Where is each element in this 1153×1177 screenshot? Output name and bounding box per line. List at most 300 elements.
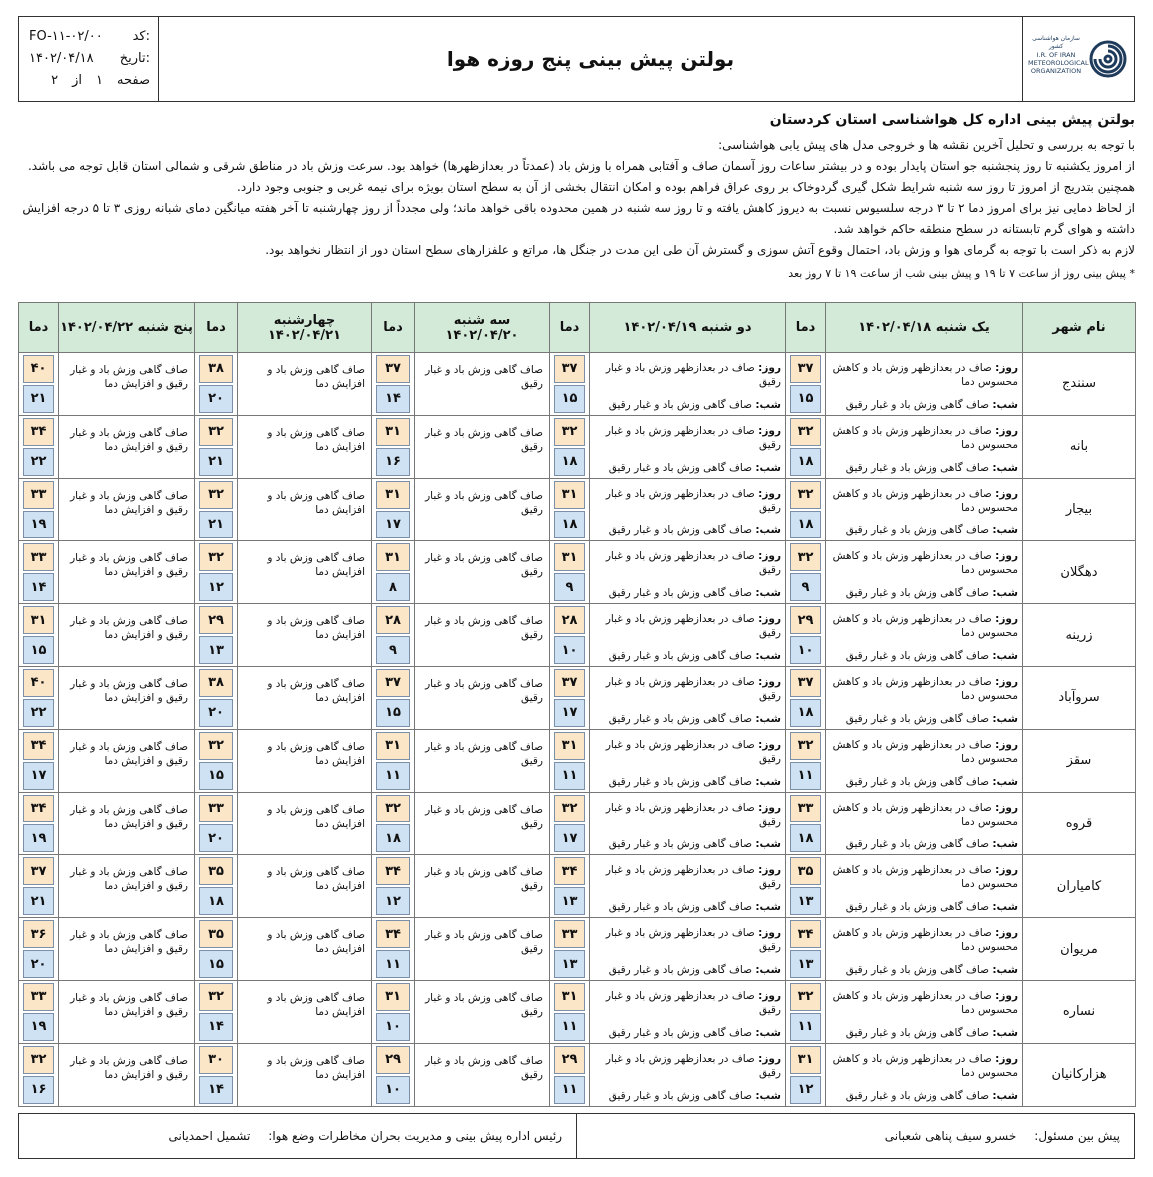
night-forecast [609,524,781,536]
min-temp: ۱۲ [199,573,233,601]
night-forecast [609,964,781,976]
night-text: صاف گاهی وزش باد و غبار رقیق [845,838,990,851]
night-label: شب: [992,1089,1018,1102]
temperature-cell [195,1043,238,1106]
day-night-forecast [826,918,1023,981]
temperature-box [786,479,825,541]
max-temp: ۳۴ [554,857,585,885]
max-temp: ۳۲ [199,418,233,446]
max-temp: ۳۲ [23,1046,54,1074]
forecast-text: صاف گاهی وزش باد و افزایش دما [238,729,372,792]
min-temp: ۱۱ [554,1076,585,1104]
forecast-text: صاف گاهی وزش باد و افزایش دما [238,666,372,729]
min-temp: ۲۰ [199,385,233,413]
night-label: شب: [992,963,1018,976]
day-label: روز: [995,864,1018,877]
min-temp: ۱۵ [199,762,233,790]
temperature-box [19,793,58,855]
max-temp: ۳۴ [790,920,821,948]
min-temp: ۱۸ [199,887,233,915]
temperature-box [550,981,589,1043]
night-label: شب: [755,901,781,914]
night-label: شب: [992,461,1018,474]
night-label: شب: [755,524,781,537]
min-temp: ۱۰ [790,636,821,664]
day-label: روز: [758,927,781,940]
night-label: شب: [755,1089,781,1102]
day-night-forecast [590,353,786,416]
temperature-cell [372,918,415,981]
min-temp: ۱۸ [790,824,821,852]
page-number: صفحه ۱ از ۲ [51,72,150,88]
temperature-cell [372,855,415,918]
temperature-cell [372,666,415,729]
night-forecast [846,964,1018,976]
max-temp: ۳۵ [199,857,233,885]
temperature-box [19,541,58,603]
max-temp: ۳۳ [790,795,821,823]
temperature-box [786,1044,825,1106]
max-temp: ۳۲ [199,983,233,1011]
night-text: صاف گاهی وزش باد و غبار رقیق [608,1026,753,1039]
max-temp: ۳۱ [554,481,585,509]
forecast-text: صاف گاهی وزش باد و افزایش دما [238,980,372,1043]
min-temp: ۱۰ [376,1013,410,1041]
max-temp: ۳۷ [554,669,585,697]
temperature-cell [19,604,59,667]
min-temp: ۱۰ [554,636,585,664]
night-text: صاف گاهی وزش باد و غبار رقیق [608,398,753,411]
day-label: روز: [758,864,781,877]
day-forecast [830,549,1018,577]
night-text: صاف گاهی وزش باد و غبار رقیق [845,524,990,537]
temperature-cell [786,604,826,667]
forecast-table-body [19,353,1136,1107]
day-label: روز: [758,801,781,814]
day-label: روز: [995,613,1018,626]
temperature-cell [19,980,59,1043]
day-label: روز: [995,738,1018,751]
day-text: صاف در بعدازظهر وزش باد و غبار رقیق [605,362,781,388]
forecast-text: صاف گاهی وزش باد و غبار رقیق و افزایش دما [59,541,195,604]
day-forecast [594,675,781,703]
max-temp: ۳۲ [376,795,410,823]
max-temp: ۳۱ [376,543,410,571]
forecast-text: صاف گاهی وزش باد و افزایش دما [238,855,372,918]
max-temp: ۳۱ [554,983,585,1011]
temperature-box [372,918,414,980]
night-label: شب: [992,775,1018,788]
night-label: شب: [992,587,1018,600]
night-text: صاف گاهی وزش باد و غبار رقیق [608,649,753,662]
forecaster-name: خسرو سیف پناهی شعبانی [884,1129,1017,1143]
day-forecast [830,675,1018,703]
day-forecast [594,487,781,515]
min-temp: ۱۸ [790,699,821,727]
temperature-box [195,416,237,478]
forecast-text: صاف گاهی وزش باد و افزایش دما [238,353,372,416]
max-temp: ۳۲ [790,732,821,760]
temperature-cell [372,353,415,416]
night-text: صاف گاهی وزش باد و غبار رقیق [608,775,753,788]
day-night-forecast [826,855,1023,918]
temperature-cell [372,1043,415,1106]
city-name: مریوان [1023,918,1136,981]
temperature-box [550,1044,589,1106]
max-temp: ۳۱ [554,732,585,760]
temperature-cell [550,604,590,667]
day-forecast [594,1052,781,1080]
forecast-text: صاف گاهی وزش باد و غبار رقیق و افزایش دما [59,604,195,667]
header-temp: دما [195,303,238,353]
night-text: صاف گاهی وزش باد و غبار رقیق [845,775,990,788]
min-temp: ۲۲ [23,699,54,727]
temperature-cell [786,1043,826,1106]
min-temp: ۱۱ [554,1013,585,1041]
temperature-cell [550,980,590,1043]
day-forecast [830,424,1018,452]
temperature-box [550,730,589,792]
temperature-box [550,353,589,415]
min-temp: ۱۸ [554,511,585,539]
min-temp: ۱۶ [23,1076,54,1104]
min-temp: ۱۶ [376,448,410,476]
header-temp: دما [372,303,415,353]
max-temp: ۳۴ [23,732,54,760]
min-temp: ۱۷ [554,824,585,852]
day-text: صاف در بعدازظهر وزش باد و کاهش محسوس دما [832,927,1018,954]
night-forecast [846,587,1018,599]
night-text: صاف گاهی وزش باد و غبار رقیق [608,901,753,914]
city-name: سروآباد [1023,666,1136,729]
temperature-cell [195,541,238,604]
city-name: دهگلان [1023,541,1136,604]
max-temp: ۳۷ [376,355,410,383]
day-forecast [594,549,781,577]
max-temp: ۲۸ [554,606,585,634]
temperature-box [550,416,589,478]
max-temp: ۳۸ [199,355,233,383]
forecast-text: صاف گاهی وزش باد و غبار رقیق [415,666,550,729]
day-label: روز: [995,927,1018,940]
forecast-text: صاف گاهی وزش باد و افزایش دما [238,541,372,604]
night-forecast [609,838,781,850]
temperature-cell [550,415,590,478]
day-forecast [830,1052,1018,1080]
min-temp: ۲۰ [199,699,233,727]
forecast-text: صاف گاهی وزش باد و غبار رقیق و افزایش دما [59,918,195,981]
min-temp: ۲۱ [23,887,54,915]
temperature-cell [372,541,415,604]
night-text: صاف گاهی وزش باد و غبار رقیق [845,649,990,662]
max-temp: ۴۰ [23,669,54,697]
night-text: صاف گاهی وزش باد و غبار رقیق [608,524,753,537]
temperature-box [19,667,58,729]
night-label: شب: [755,775,781,788]
temperature-cell [786,353,826,416]
temperature-box [19,730,58,792]
temperature-box [195,855,237,917]
temperature-cell [372,729,415,792]
night-label: شب: [755,1026,781,1039]
min-temp: ۱۵ [23,636,54,664]
max-temp: ۳۱ [376,983,410,1011]
max-temp: ۳۲ [554,418,585,446]
max-temp: ۳۳ [199,795,233,823]
temperature-box [372,604,414,666]
temperature-box [195,541,237,603]
temperature-box [195,918,237,980]
day-forecast [830,361,1018,389]
day-night-forecast [590,478,786,541]
max-temp: ۳۲ [790,983,821,1011]
night-label: شب: [755,461,781,474]
min-temp: ۱۳ [790,950,821,978]
city-name: سنندج [1023,353,1136,416]
temperature-box [372,541,414,603]
min-temp: ۲۲ [23,448,54,476]
day-text: صاف در بعدازظهر وزش باد و کاهش محسوس دما [832,801,1018,828]
day-forecast [830,738,1018,766]
min-temp: ۱۴ [199,1076,233,1104]
day-night-forecast [826,353,1023,416]
max-temp: ۳۴ [23,418,54,446]
night-text: صاف گاهی وزش باد و غبار رقیق [608,587,753,600]
temperature-box [195,353,237,415]
day-night-forecast [826,729,1023,792]
min-temp: ۱۸ [376,824,410,852]
temperature-cell [195,666,238,729]
night-forecast [846,1090,1018,1102]
day-night-forecast [826,415,1023,478]
day-forecast [594,926,781,954]
max-temp: ۳۴ [376,857,410,885]
forecast-text: صاف گاهی وزش باد و غبار رقیق و افزایش دما [59,855,195,918]
day-label: روز: [995,550,1018,563]
city-name: نساره [1023,980,1136,1043]
min-temp: ۲۱ [199,448,233,476]
day-night-forecast [590,729,786,792]
night-forecast [609,1027,781,1039]
min-temp: ۱۱ [790,1013,821,1041]
day-night-forecast [590,792,786,855]
forecast-text: صاف گاهی وزش باد و غبار رقیق و افزایش دما [59,666,195,729]
temperature-cell [195,415,238,478]
forecast-text: صاف گاهی وزش باد و غبار رقیق [415,415,550,478]
day-night-forecast [590,918,786,981]
day-forecast [830,989,1018,1017]
header-day-2: دو شنبه ۱۴۰۲/۰۴/۱۹ [590,303,786,353]
forecast-text: صاف گاهی وزش باد و غبار رقیق و افزایش دما [59,792,195,855]
summary-paragraph: از لحاظ دمایی نیز برای امروز دما ۲ تا ۳ درجه سلسیوس نسبت به دیروز کاهش یافته و تا روز سه شنبه در همین محدوده باقی خواهد ماند؛ ولی مجدداً از روز چهارشنبه تا آخر هفته میانگین دمای شبانه روزی ۳ تا ۵ درجه افزایش داشته و هوای گرم تابستانه در سطح منطقه حاکم خواهد شد. [22,201,1135,236]
min-temp: ۱۳ [554,887,585,915]
day-night-forecast [826,478,1023,541]
min-temp: ۱۲ [790,1076,821,1104]
table-row [19,666,1136,729]
temperature-box [786,541,825,603]
night-text: صاف گاهی وزش باد و غبار رقیق [608,838,753,851]
day-label: روز: [995,424,1018,437]
day-label: روز: [995,362,1018,374]
temperature-cell [550,729,590,792]
night-text: صاف گاهی وزش باد و غبار رقیق [845,1089,990,1102]
min-temp: ۱۴ [199,1013,233,1041]
summary-paragraph: لازم به ذکر است با توجه به گرمای هوا و وزش باد، احتمال وقوع آتش سوزی و گسترش آن طی این مدت در جنگل ها، مراتع و علفزارهای سطح استان دور از انتظار نخواهد بود. [265,243,1135,257]
table-row [19,729,1136,792]
header-temp: دما [550,303,590,353]
min-temp: ۱۰ [376,1076,410,1104]
temperature-box [195,479,237,541]
temperature-box [372,855,414,917]
temperature-box [550,667,589,729]
min-temp: ۱۴ [23,573,54,601]
max-temp: ۲۸ [376,606,410,634]
temperature-box [372,416,414,478]
max-temp: ۳۲ [199,481,233,509]
min-temp: ۱۱ [790,762,821,790]
forecast-text: صاف گاهی وزش باد و غبار رقیق و افزایش دما [59,980,195,1043]
city-name: قروه [1023,792,1136,855]
day-forecast [830,612,1018,640]
day-night-forecast [590,980,786,1043]
temperature-box [372,353,414,415]
temperature-box [372,793,414,855]
forecast-text: صاف گاهی وزش باد و غبار رقیق و افزایش دما [59,1043,195,1106]
max-temp: ۴۰ [23,355,54,383]
forecast-text: صاف گاهی وزش باد و افزایش دما [238,1043,372,1106]
min-temp: ۱۴ [376,385,410,413]
day-forecast [830,801,1018,829]
night-label: شب: [992,901,1018,914]
day-forecast [830,487,1018,515]
temperature-cell [19,792,59,855]
chief-name: تشمیل احمدیانی [168,1129,251,1143]
day-text: صاف در بعدازظهر وزش باد و غبار رقیق [605,864,781,891]
forecast-text: صاف گاهی وزش باد و غبار رقیق و افزایش دما [59,478,195,541]
max-temp: ۲۹ [554,1046,585,1074]
forecast-text: صاف گاهی وزش باد و افزایش دما [238,604,372,667]
table-row [19,1043,1136,1106]
temperature-box [786,353,825,415]
min-temp: ۱۷ [376,511,410,539]
min-temp: ۲۰ [23,950,54,978]
night-label: شب: [992,649,1018,662]
table-row [19,792,1136,855]
forecast-time-note: * پیش بینی روز از ساعت ۷ تا ۱۹ و پیش بینی شب از ساعت ۱۹ تا ۷ روز بعد [788,267,1135,280]
night-forecast [846,901,1018,913]
max-temp: ۳۷ [554,355,585,383]
summary-paragraph: همچنین بتدریج از امروز تا روز سه شنبه شرایط شکل گیری گردوخاک بر روی عراق فراهم بوده و امکان انتقال بخشی از آن به سطح استان بویژه برای نیمه غربی و جنوبی وجود دارد. [237,180,1135,194]
night-text: صاف گاهی وزش باد و غبار رقیق [845,901,990,914]
table-row [19,918,1136,981]
day-label: روز: [995,801,1018,814]
day-text: صاف در بعدازظهر وزش باد و کاهش محسوس دما [832,989,1018,1016]
temperature-cell [195,729,238,792]
min-temp: ۱۷ [554,699,585,727]
city-name: هزارکانیان [1023,1043,1136,1106]
day-label: روز: [995,1052,1018,1065]
header-day-3: سه شنبه ۱۴۰۲/۰۴/۲۰ [415,303,550,353]
temperature-cell [550,1043,590,1106]
table-header-row [19,303,1136,353]
max-temp: ۳۷ [790,669,821,697]
header-day-4: چهارشنبه ۱۴۰۲/۰۴/۲۱ [238,303,372,353]
temperature-cell [372,478,415,541]
night-text: صاف گاهی وزش باد و غبار رقیق [608,963,753,976]
day-night-forecast [590,666,786,729]
night-label: شب: [755,963,781,976]
day-night-forecast [590,415,786,478]
max-temp: ۳۸ [199,669,233,697]
day-forecast [594,424,781,452]
min-temp: ۱۸ [554,448,585,476]
city-name: بیجار [1023,478,1136,541]
min-temp: ۱۱ [376,950,410,978]
temperature-cell [372,415,415,478]
day-label: روز: [758,989,781,1002]
max-temp: ۲۹ [790,606,821,634]
header-temp: دما [19,303,59,353]
city-name: سقز [1023,729,1136,792]
night-text: صاف گاهی وزش باد و غبار رقیق [608,1089,753,1102]
day-forecast [594,612,781,640]
day-text: صاف در بعدازظهر وزش باد و غبار رقیق [605,1052,781,1079]
temperature-cell [550,478,590,541]
max-temp: ۳۱ [376,481,410,509]
spiral-icon [1088,39,1128,79]
day-text: صاف در بعدازظهر وزش باد و غبار رقیق [605,989,781,1016]
day-forecast [830,863,1018,891]
temperature-cell [19,855,59,918]
temperature-cell [550,666,590,729]
min-temp: ۱۳ [790,887,821,915]
temperature-box [550,541,589,603]
day-forecast [830,926,1018,954]
night-forecast [846,399,1018,411]
night-forecast [846,524,1018,536]
night-forecast [609,462,781,474]
temperature-cell [195,855,238,918]
max-temp: ۳۴ [376,920,410,948]
max-temp: ۲۹ [376,1046,410,1074]
signature-footer [18,1113,1135,1159]
min-temp: ۹ [376,636,410,664]
chief-label: رئیس اداره پیش بینی و مدیریت بحران مخاطرات وضع هوا: [268,1129,562,1143]
min-temp: ۱۸ [790,448,821,476]
night-text: صاف گاهی وزش باد و غبار رقیق [608,712,753,725]
day-night-forecast [826,666,1023,729]
page-title: بولتن پیش بینی پنج روزه هوا [446,47,735,71]
min-temp: ۱۹ [23,511,54,539]
min-temp: ۲۰ [199,824,233,852]
temperature-box [195,604,237,666]
forecast-text: صاف گاهی وزش باد و افزایش دما [238,415,372,478]
table-row [19,478,1136,541]
temperature-cell [550,353,590,416]
temperature-box [786,604,825,666]
max-temp: ۳۱ [554,543,585,571]
max-temp: ۲۹ [199,606,233,634]
max-temp: ۳۷ [376,669,410,697]
day-label: روز: [758,675,781,688]
day-text: صاف در بعدازظهر وزش باد و کاهش محسوس دما [832,362,1018,388]
day-label: روز: [758,1052,781,1065]
min-temp: ۸ [376,573,410,601]
temperature-box [195,667,237,729]
temperature-box [786,730,825,792]
night-forecast [609,776,781,788]
code-label: کد: [132,28,150,44]
